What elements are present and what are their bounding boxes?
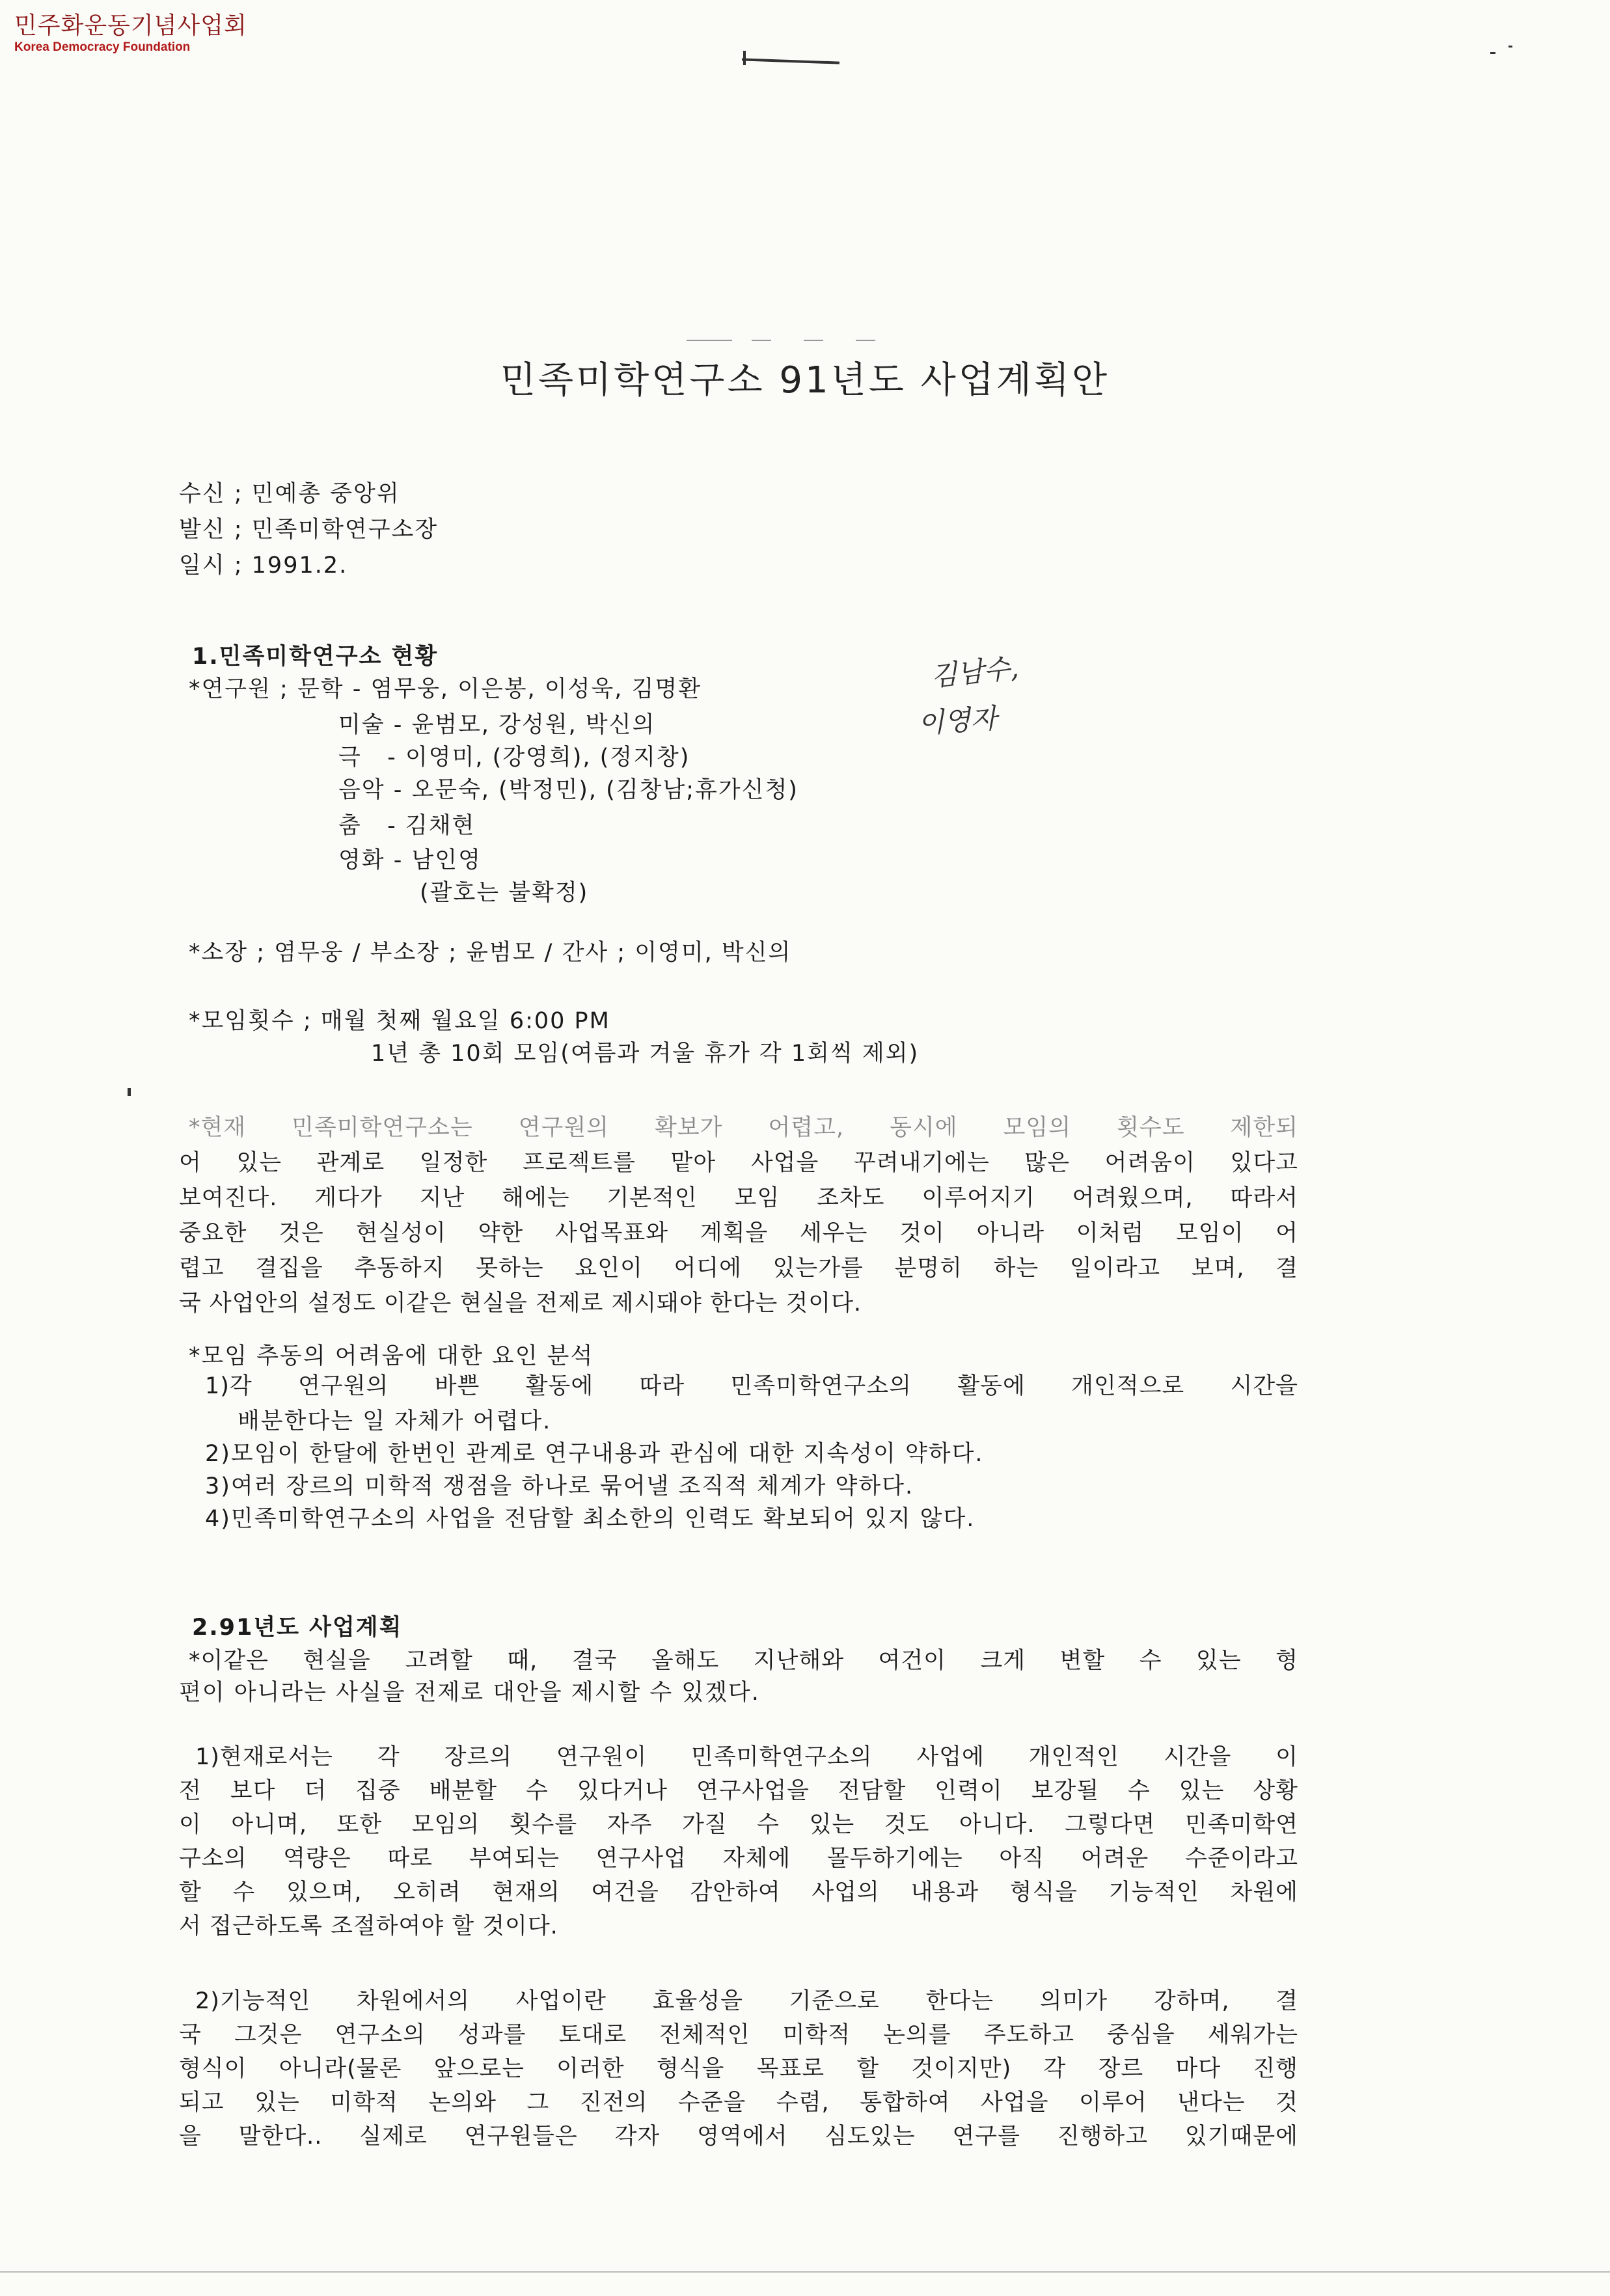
paragraph-line: 렵고 결집을 추동하지 못하는 요인이 어디에 있는가를 분명히 하는 일이라고 보며, 결 [179,1255,1298,1281]
scan-mark [128,1088,131,1096]
scan-mark [742,58,839,64]
intro-line: *이같은 현실을 고려할 때, 결국 올해도 지난해와 여건이 크게 변할 수 있는 형 [189,1648,1298,1674]
member-line: 미술 - 윤범모, 강성원, 박신의 [338,712,656,738]
recipient-line: 수신 ; 민예총 중앙위 [179,481,400,507]
date-line: 일시 ; 1991.2. [179,553,348,579]
paragraph-line: 국 사업안의 설정도 이같은 현실을 전제로 제시돼야 한다는 것이다. [179,1291,862,1317]
scan-mark [743,51,746,65]
scan-mark [1490,52,1495,54]
paragraph-line: 서 접근하도록 조절하여야 할 것이다. [179,1913,558,1939]
staff-line: *소장 ; 염무웅 / 부소장 ; 윤범모 / 간사 ; 이영미, 박신의 [189,940,792,966]
paragraph-line: 어 있는 관계로 일정한 프로젝트를 맡아 사업을 꾸려내기에는 많은 어려움이 있다고 [179,1150,1298,1176]
analysis-item: 2)모임이 한달에 한번인 관계로 연구내용과 관심에 대한 지속성이 약하다. [205,1441,984,1467]
section-1-heading: 1.민족미학연구소 현황 [192,644,439,670]
analysis-item: 3)여러 장르의 미학적 쟁점을 하나로 묶어낼 조직적 체계가 약하다. [205,1473,914,1499]
section-2-heading: 2.91년도 사업계획 [192,1615,403,1641]
paragraph-line: 전 보다 더 집중 배분할 수 있다거나 연구사업을 전담할 인력이 보강될 수 있는 상황 [179,1778,1298,1804]
logo-korean-text: 민주화운동기념사업회 [14,12,247,39]
paragraph-line: 형식이 아니라(물론 앞으로는 이러한 형식을 목표로 할 것이지만) 각 장르 마다 진행 [179,2056,1298,2082]
analysis-item: 배분한다는 일 자체가 어렵다. [238,1408,552,1434]
scan-mark [752,340,771,341]
paragraph-line: 이 아니며, 또한 모임의 횟수를 자주 가질 수 있는 것도 아니다. 그렇다면 민족미학연 [179,1812,1298,1838]
document-title: 민족미학연구소 91년도 사업계획안 [500,359,1110,402]
scan-mark [0,2271,1610,2273]
paragraph-line: 할 수 있으며, 오히려 현재의 여건을 감안하여 사업의 내용과 형식을 기능적인 차원에 [179,1879,1298,1906]
foundation-logo [14,12,247,55]
meeting-line: *모임횟수 ; 매월 첫째 월요일 6:00 PM [189,1008,610,1034]
paragraph-line: *현재 민족미학연구소는 연구원의 확보가 어렵고, 동시에 모임의 횟수도 제한되 [189,1115,1298,1141]
analysis-heading: *모임 추동의 어려움에 대한 요인 분석 [189,1343,594,1369]
member-line: *연구원 ; 문학 - 염무웅, 이은봉, 이성욱, 김명환 [189,676,702,702]
scan-mark [804,340,823,341]
sender-line: 발신 ; 민족미학연구소장 [179,517,439,543]
member-line: 음악 - 오문숙, (박정민), (김창남;휴가신청) [338,777,798,803]
paragraph-line: 구소의 역량은 따로 부여되는 연구사업 자체에 몰두하기에는 아직 어려운 수준이라고 [179,1846,1298,1872]
paragraph-line: 되고 있는 미학적 논의와 그 진전의 수준을 수렴, 통합하여 사업을 이루어 낸다는 것 [179,2090,1298,2116]
logo-english-text: Korea Democracy Foundation [14,40,191,54]
paragraph-line: 1)현재로서는 각 장르의 연구원이 민족미학연구소의 사업에 개인적인 시간을 이 [195,1744,1298,1770]
meeting-line: 1년 총 10회 모임(여름과 겨울 휴가 각 1회씩 제외) [371,1041,920,1067]
member-note: (괄호는 불확정) [420,880,589,906]
paragraph-line: 2)기능적인 차원에서의 사업이란 효율성을 기준으로 한다는 의미가 강하며, 결 [195,1988,1298,2014]
intro-line: 편이 아니라는 사실을 전제로 대안을 제시할 수 있겠다. [179,1680,760,1706]
member-line: 영화 - 남인영 [338,847,482,873]
paragraph-line: 을 말한다.. 실제로 연구원들은 각자 영역에서 심도있는 연구를 진행하고 있기때문에 [179,2124,1298,2150]
member-line: 극 - 이영미, (강영희), (정지창) [338,745,690,771]
analysis-item: 1)각 연구원의 바쁜 활동에 따라 민족미학연구소의 활동에 개인적으로 시간을 [205,1373,1298,1399]
analysis-item: 4)민족미학연구소의 사업을 전담할 최소한의 인력도 확보되어 있지 않다. [205,1506,976,1532]
paragraph-line: 국 그것은 연구소의 성과를 토대로 전체적인 미학적 논의를 주도하고 중심을 세워가는 [179,2022,1298,2048]
member-line: 춤 - 김채현 [338,813,476,839]
paragraph-line: 중요한 것은 현실성이 약한 사업목표와 계획을 세우는 것이 아니라 이처럼 모임이 어 [179,1220,1298,1246]
scan-mark [856,340,875,341]
paragraph-line: 보여진다. 게다가 지난 해에는 기본적인 모임 조차도 이루어지기 어려웠으며, 따라서 [179,1185,1298,1211]
scan-mark [1508,46,1512,48]
scan-mark [687,340,732,341]
handwritten-note: 이영자 [916,702,998,740]
handwritten-note: 김남수, [929,651,1020,692]
